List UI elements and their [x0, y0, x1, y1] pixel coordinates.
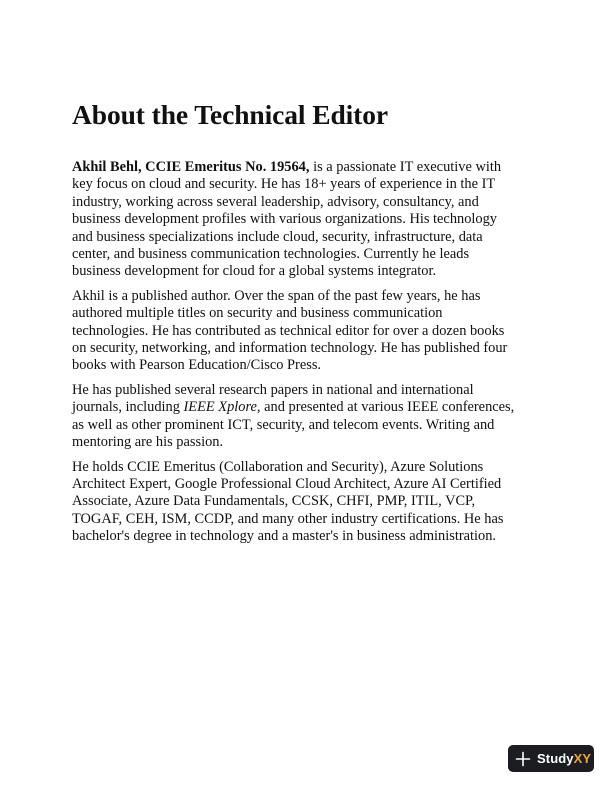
- journal-name: IEEE Xplore: [183, 399, 257, 416]
- badge-label-accent: XY: [573, 751, 592, 766]
- text-line: Architect Expert, Google Professional Cloud Architect, Azure AI Certified: [72, 475, 502, 492]
- text-line: industry, working across several leadership, advisory, consultancy, and: [72, 193, 479, 210]
- text-line: business development profiles with various organizations. His technology: [72, 211, 497, 228]
- badge-label-main: Study: [537, 751, 574, 766]
- text-line: TOGAF, CEH, ISM, CCDP, and many other industry certifications. He has: [72, 510, 504, 527]
- text-line: Associate, Azure Data Fundamentals, CCSK, CHFI, PMP, ITIL, VCP,: [72, 493, 476, 510]
- text-line: Akhil is a published author. Over the span of the past few years, he has: [72, 287, 481, 304]
- author-name: Akhil Behl, CCIE Emeritus No. 19564,: [72, 159, 310, 175]
- plus-icon: [515, 751, 531, 767]
- paragraph-publications: [72, 288, 542, 375]
- paragraph-certifications: [72, 459, 542, 546]
- text-fragment: journals, including: [72, 399, 184, 416]
- text-line: [72, 159, 542, 176]
- text-line: and business specializations include cloud, security, infrastructure, data: [72, 228, 483, 245]
- text-line: authored multiple titles on security and business communication: [72, 305, 443, 322]
- text-line: bachelor's degree in technology and a master's in business administration.: [72, 528, 497, 545]
- page-title: About the Technical Editor: [72, 99, 388, 130]
- text-fragment: is a passionate IT executive with: [309, 159, 502, 175]
- text-line: as well as other prominent ICT, security, and telecom events. Writing and: [72, 416, 495, 433]
- text-line: books with Pearson Education/Cisco Press.: [72, 357, 322, 374]
- paragraph-research: [72, 382, 542, 452]
- text-line: center, and business communication technologies. Currently he leads: [72, 246, 470, 263]
- paragraph-bio: [72, 159, 542, 281]
- text-line: He has published several research papers in national and international: [72, 381, 474, 398]
- text-line: key focus on cloud and security. He has 18+ years of experience in the IT: [72, 176, 496, 193]
- text-line: [72, 399, 542, 416]
- studyxy-badge[interactable]: [508, 745, 594, 772]
- text-line: mentoring are his passion.: [72, 434, 224, 451]
- badge-label: [537, 751, 591, 766]
- text-line: on security, networking, and information technology. He has published four: [72, 340, 508, 357]
- text-line: business development for cloud for a global systems integrator.: [72, 263, 437, 280]
- body-text: [72, 159, 542, 553]
- text-fragment: , and presented at various IEEE conferences,: [256, 399, 515, 416]
- text-line: technologies. He has contributed as technical editor for over a dozen books: [72, 322, 505, 339]
- text-line: He holds CCIE Emeritus (Collaboration and Security), Azure Solutions: [72, 458, 484, 475]
